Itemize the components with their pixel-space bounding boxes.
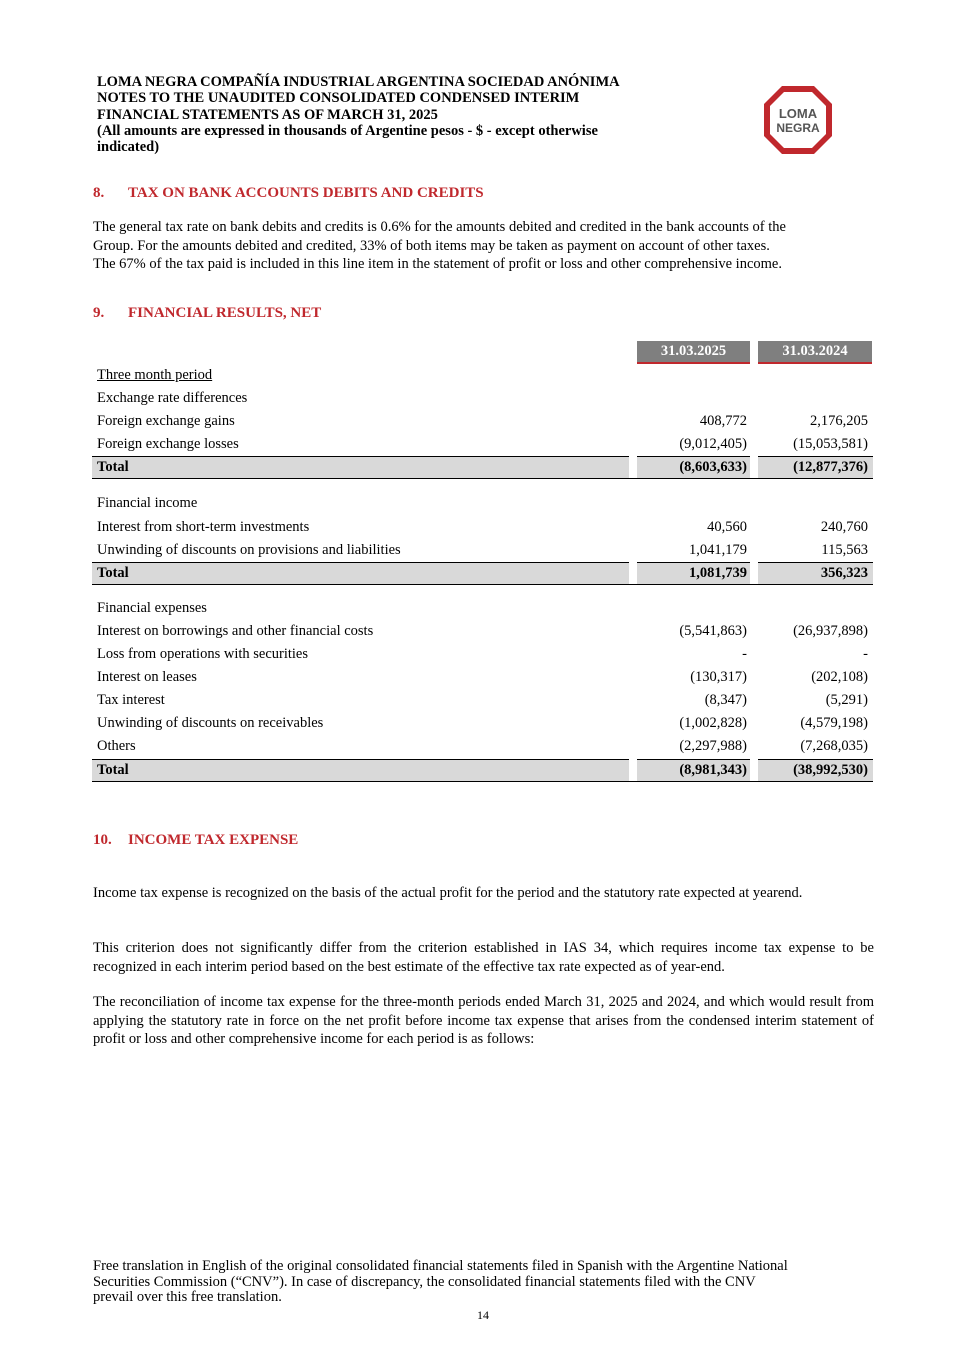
value-2025: (2,297,988): [679, 738, 747, 755]
row-label: Loss from operations with securities: [97, 646, 309, 663]
total-2025: (8,603,633): [679, 459, 747, 476]
value-2025: 1,041,179: [689, 541, 747, 558]
table-header-row: [92, 341, 873, 364]
total-row: [92, 456, 873, 479]
table-row: [92, 539, 873, 562]
value-2025: (1,002,828): [679, 715, 747, 732]
section-number: 10.: [93, 832, 112, 848]
value-2024: (5,291): [825, 692, 868, 709]
loma-negra-logo: [760, 82, 836, 158]
footer-line: prevail over this free translation.: [93, 1289, 282, 1305]
column-header-2025: 31.03.2025: [637, 341, 750, 364]
row-label: Interest on leases: [97, 669, 197, 686]
table-row: [92, 433, 873, 456]
total-label: Total: [97, 761, 129, 778]
row-label: Others: [97, 738, 136, 755]
group-heading: Financial income: [97, 495, 198, 512]
document-header: [97, 74, 737, 155]
value-2024: 2,176,205: [810, 413, 868, 430]
section-8-title: [93, 185, 484, 202]
footer-disclaimer: [93, 1259, 883, 1306]
table-row: [92, 492, 873, 515]
header-line-4: (All amounts are expressed in thousands of Argentine pesos - $ - except otherwise: [97, 122, 598, 139]
section-title-text: TAX ON BANK ACCOUNTS DEBITS AND CREDITS: [128, 185, 484, 201]
table-row: [92, 597, 873, 620]
total-2025: 1,081,739: [689, 564, 747, 581]
row-label: Tax interest: [97, 692, 165, 709]
table-row: [92, 689, 873, 712]
section-title-text: INCOME TAX EXPENSE: [128, 832, 299, 848]
table-row: [92, 643, 873, 666]
table-row: [92, 410, 873, 433]
row-label: Foreign exchange losses: [97, 436, 239, 453]
section-10-title: [93, 832, 298, 849]
row-label: Unwinding of discounts on provisions and liabilities: [97, 541, 401, 558]
value-2024: -: [863, 646, 868, 663]
table-row: [92, 387, 873, 410]
footer-line: Securities Commission (“CNV”). In case of discrepancy, the consolidated financial statements filed with the CNV: [93, 1273, 756, 1290]
total-label: Total: [97, 564, 129, 581]
total-label: Total: [97, 459, 129, 476]
header-line-2: NOTES TO THE UNAUDITED CONSOLIDATED CONDENSED INTERIM: [97, 90, 580, 107]
logo-text-negra: NEGRA: [776, 121, 820, 135]
value-2024: 115,563: [821, 541, 868, 558]
paragraph-line: The 67% of the tax paid is included in this line item in the statement of profit or loss and other comprehensive income.: [93, 256, 782, 272]
section-10-paragraph-1: Income tax expense is recognized on the basis of the actual profit for the period and the statutory rate expected at yearend.: [93, 885, 803, 901]
logo-text-loma: LOMA: [778, 106, 818, 121]
value-2025: (8,347): [704, 692, 747, 709]
value-2024: (7,268,035): [800, 738, 868, 755]
header-line-5: indicated): [97, 139, 160, 156]
value-2024: (202,108): [811, 669, 868, 686]
total-2024: (12,877,376): [793, 459, 868, 476]
value-2025: 40,560: [707, 518, 747, 535]
row-label: Interest on borrowings and other financial costs: [97, 622, 374, 639]
table-row: [92, 666, 873, 689]
section-9-title: [93, 305, 321, 322]
section-10-paragraph-2: This criterion does not significantly differ from the criterion established in IAS 34, which requires income tax expense to be recognized in each interim period based on the best estimate of the effective tax rate expected as of year-end.: [93, 940, 874, 975]
value-2025: (130,317): [690, 669, 747, 686]
group-heading: Exchange rate differences: [97, 390, 248, 407]
section-number: 9.: [93, 305, 105, 321]
total-2024: (38,992,530): [793, 761, 868, 778]
column-header-2024: 31.03.2024: [758, 341, 872, 364]
period-label: Three month period: [97, 367, 213, 383]
table-row: [92, 712, 873, 735]
row-label: Unwinding of discounts on receivables: [97, 715, 324, 732]
value-2024: 240,760: [820, 518, 868, 535]
value-2025: 408,772: [699, 413, 747, 430]
paragraph-line: Group. For the amounts debited and credited, 33% of both items may be taken as payment on account of other taxes.: [93, 237, 770, 254]
table-row: [92, 735, 873, 758]
section-10-paragraph-3: The reconciliation of income tax expense for the three-month periods ended March 31, 2025 and 2024, and which would result from applying the statutory rate in force on the net profit before income tax expense that arises from the condensed interim statement of profit or loss and other comprehensive income for each period is as follows:: [93, 994, 874, 1047]
financial-results-table: [92, 341, 873, 782]
value-2025: (5,541,863): [679, 622, 747, 639]
paragraph-line: The general tax rate on bank debits and credits is 0.6% for the amounts debited and credited in the bank accounts of the: [93, 219, 786, 235]
value-2025: (9,012,405): [679, 436, 747, 453]
section-8-paragraph: [93, 218, 874, 274]
table-row: [92, 364, 873, 387]
section-title-text: FINANCIAL RESULTS, NET: [128, 305, 322, 321]
value-2024: (15,053,581): [793, 436, 868, 453]
table-row: [92, 516, 873, 539]
value-2025: -: [742, 646, 747, 663]
company-name: LOMA NEGRA COMPAÑÍA INDUSTRIAL ARGENTINA SOCIEDAD ANÓNIMA: [97, 74, 620, 90]
total-2025: (8,981,343): [679, 761, 747, 778]
value-2024: (26,937,898): [793, 622, 868, 639]
table-row: [92, 620, 873, 643]
footer-line: Free translation in English of the original consolidated financial statements filed in Spanish with the Argentine National: [93, 1258, 788, 1274]
row-label: Foreign exchange gains: [97, 413, 235, 430]
value-2024: (4,579,198): [800, 715, 868, 732]
header-line-3: FINANCIAL STATEMENTS AS OF MARCH 31, 2025: [97, 106, 438, 123]
row-label: Interest from short-term investments: [97, 518, 310, 535]
group-heading: Financial expenses: [97, 599, 207, 616]
total-row: [92, 759, 873, 782]
total-row: [92, 562, 873, 585]
section-number: 8.: [93, 185, 105, 201]
total-2024: 356,323: [820, 564, 868, 581]
page-number: 14: [477, 1308, 489, 1322]
